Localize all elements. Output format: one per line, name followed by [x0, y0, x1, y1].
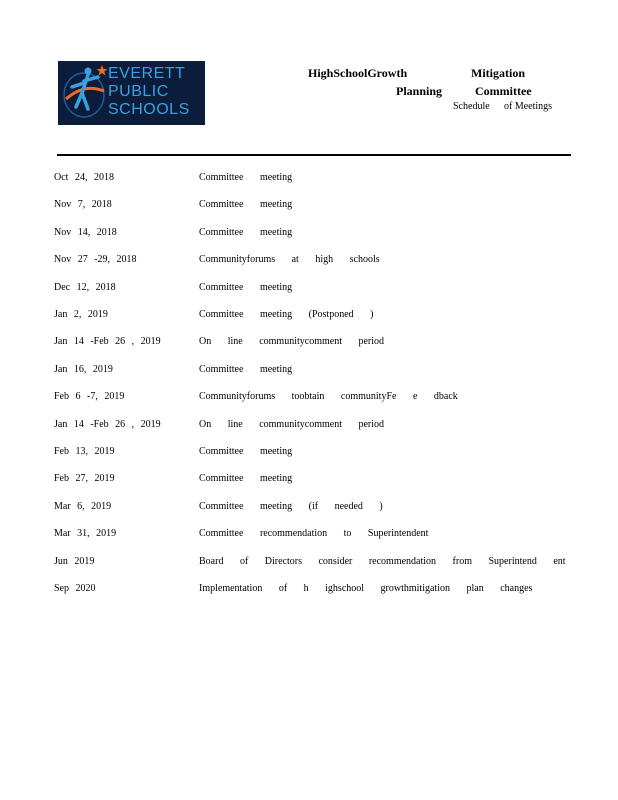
meeting-description: Committee meeting — [199, 282, 293, 293]
meeting-date: Sep 2020 — [54, 583, 96, 594]
schedule-row — [0, 254, 618, 268]
header-title-part: HighSchoolGrowth — [308, 66, 408, 80]
meeting-date: Jan 16, 2019 — [54, 364, 113, 375]
meeting-description: Committee recommendation to Superintendent — [199, 528, 429, 539]
header-subtitle-part: of Meetings — [504, 101, 553, 112]
meeting-date: Feb 6 -7, 2019 — [54, 391, 125, 402]
meeting-description: On line communitycomment period — [199, 419, 385, 430]
header-subtitle-part: Schedule — [453, 101, 490, 112]
meeting-date: Mar 31, 2019 — [54, 528, 117, 539]
schedule-row — [0, 556, 618, 570]
schedule-row — [0, 391, 618, 405]
meeting-date: Jan 14 -Feb 26 , 2019 — [54, 336, 161, 347]
meeting-date: Nov 27 -29, 2018 — [54, 254, 137, 265]
schedule-row — [0, 583, 618, 597]
meeting-date: Jan 14 -Feb 26 , 2019 — [54, 419, 161, 430]
meeting-description: Committee meeting — [199, 172, 293, 183]
meeting-date: Nov 7, 2018 — [54, 199, 112, 210]
schedule-row — [0, 309, 618, 323]
meeting-description: Committee meeting (if needed ) — [199, 501, 383, 512]
meeting-date: Oct 24, 2018 — [54, 172, 114, 183]
header-title-part: Planning — [396, 84, 443, 98]
meeting-description: Committee meeting — [199, 364, 293, 375]
meeting-description: Committee meeting — [199, 227, 293, 238]
meeting-date: Feb 27, 2019 — [54, 473, 115, 484]
meeting-description: On line communitycomment period — [199, 336, 385, 347]
meeting-date: Jun 2019 — [54, 556, 95, 567]
header-divider — [57, 154, 571, 156]
meeting-description: Committee meeting (Postponed ) — [199, 309, 374, 320]
schedule-row — [0, 227, 618, 241]
everett-public-schools-logo — [58, 61, 205, 125]
header-title-part: Mitigation — [471, 66, 525, 80]
meeting-description: Implementation of h ighschool growthmitigation plan changes — [199, 583, 533, 594]
meeting-date: Jan 2, 2019 — [54, 309, 108, 320]
meeting-description: Communityforums toobtain communityFe e dback — [199, 391, 458, 402]
schedule-row — [0, 419, 618, 433]
schedule-row — [0, 528, 618, 542]
schedule-row — [0, 172, 618, 186]
schedule-row — [0, 473, 618, 487]
meeting-description: Committee meeting — [199, 473, 293, 484]
schedule-row — [0, 336, 618, 350]
logo-wordmark: EVERETT PUBLIC SCHOOLS — [108, 65, 190, 118]
meeting-date: Feb 13, 2019 — [54, 446, 115, 457]
schedule-row — [0, 446, 618, 460]
schedule-row — [0, 501, 618, 515]
schedule-row — [0, 282, 618, 296]
meeting-date: Dec 12, 2018 — [54, 282, 116, 293]
meeting-date: Nov 14, 2018 — [54, 227, 117, 238]
schedule-row — [0, 199, 618, 213]
meeting-description: Communityforums at high schools — [199, 254, 380, 265]
meeting-description: Committee meeting — [199, 199, 293, 210]
meeting-description: Committee meeting — [199, 446, 293, 457]
header-title-part: Committee — [475, 84, 532, 98]
meeting-date: Mar 6, 2019 — [54, 501, 112, 512]
schedule-row — [0, 364, 618, 378]
meeting-description: Board of Directors consider recommendation from Superintend ent — [199, 556, 566, 567]
